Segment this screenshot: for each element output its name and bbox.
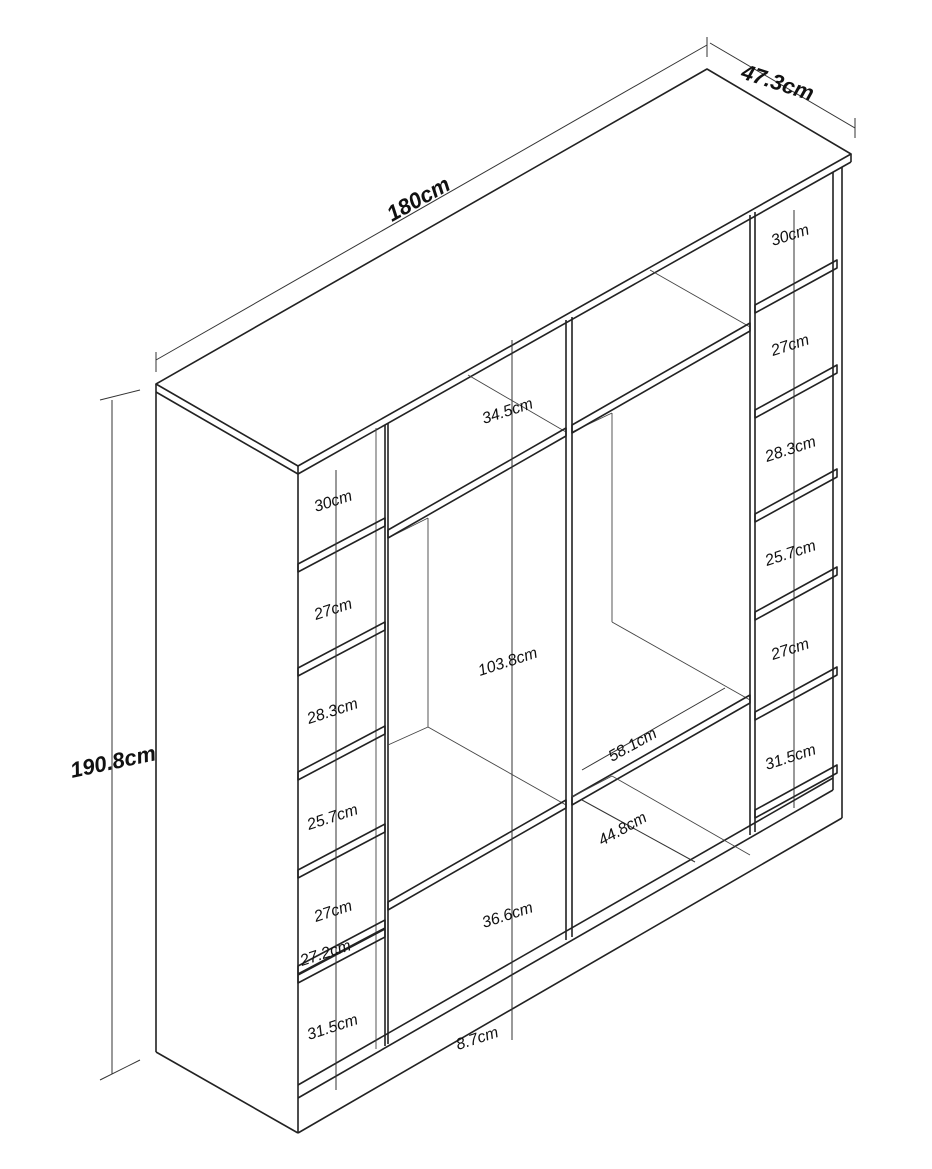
left-label-7: 31.5cm: [304, 1011, 361, 1044]
right-label-3: 28.3cm: [762, 433, 819, 466]
center-top-label: 34.5cm: [479, 395, 536, 428]
width-label: 180cm: [382, 171, 455, 227]
partitions: [376, 212, 755, 1049]
dimension-lines: [100, 37, 855, 1090]
center-back-edges: [388, 270, 750, 805]
left-label-6: 27.2cm: [297, 937, 354, 970]
left-label-4: 25.7cm: [304, 801, 361, 834]
right-label-6: 31.5cm: [762, 741, 819, 774]
right-label-5: 27cm: [768, 635, 812, 664]
plinth-label: 8.7cm: [453, 1024, 501, 1054]
center-lower-label: 36.6cm: [479, 899, 536, 932]
right-label-4: 25.7cm: [762, 537, 819, 570]
carcass-outline: [156, 69, 851, 1133]
height-label: 190.8cm: [67, 740, 159, 783]
right-label-2: 27cm: [768, 331, 812, 360]
inner-width-label: 58.1cm: [605, 725, 660, 766]
labels: [68, 59, 818, 1054]
depth-label: 47.3cm: [738, 58, 818, 106]
left-label-3: 28.3cm: [304, 695, 361, 728]
left-label-2: 27cm: [311, 595, 355, 624]
right-label-1: 30cm: [768, 221, 812, 250]
center-shelves: [388, 323, 750, 910]
left-label-5: 27cm: [311, 897, 355, 926]
center-hanging-label: 103.8cm: [475, 644, 540, 680]
inner-depth-label: 44.8cm: [595, 809, 650, 850]
left-label-1: 30cm: [311, 487, 355, 516]
